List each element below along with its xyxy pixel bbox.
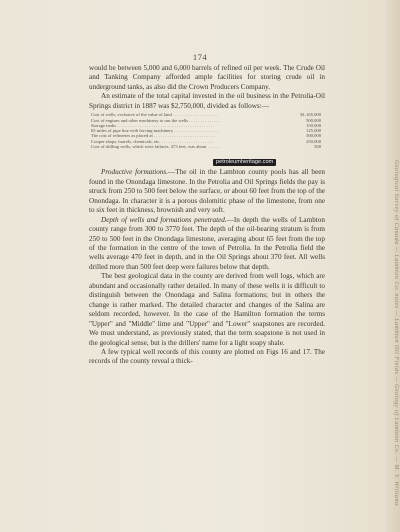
table-row: Cost of drilling wells, which were failures, 473 feet, was about . . . . . . 500 xyxy=(91,144,321,150)
page-body xyxy=(89,64,325,367)
table-row: Storage tanks . . . . . . . . . . . . . . . . . . . . . . . . . . . . . . . . . . . . . . . . . . 150,000 xyxy=(91,122,321,128)
table-row: Cooper shops, barrels, chemicals, etc. . . . . . . . . . . . . . . . . . . . . . . . 250,000 xyxy=(91,138,321,144)
paragraph-well-records: A few typical well records of this county are plotted on Figs 16 and 17. The records of the county reveal a thick- xyxy=(89,347,325,366)
table-row: Cost of wells, exclusive of the value of land . . . . . . . . . . . . . . . . . . . . $1,165,000 xyxy=(91,112,321,118)
section-heading: Productive formations. xyxy=(101,168,169,177)
capital-investment-table xyxy=(91,112,321,149)
watermark-label: petroleumheritage.com xyxy=(213,159,276,166)
table-row: The cost of refineries as placed at . . . . . . . . . . . . . . . . . . . . . . . . . . . 500,000 xyxy=(91,133,321,139)
page-number: 174 xyxy=(192,52,208,62)
section-heading: Depth of wells and formations penetrated. xyxy=(101,215,227,224)
paragraph-depth-of-wells: Depth of wells and formations penetrated.—In depth the wells of Lambton county range from 300 to 3770 feet. The depth of the oil-bearing stratum is from 250 to 500 feet in the Onondaga limestone, averaging about 65 feet from the top of the formation in the centre of the town of Petrolia. In the Petrolia field the wells average 470 feet in depth, and in the Oil Springs about 370 feet. All wells drilled more than 500 feet deep were failures below that depth. xyxy=(89,215,325,271)
paragraph-productive-formations: Productive formations.—The oil in the Lambton county pools has all been found in the Onondaga limestone. In the Petrolia and Oil Springs fields the pay is struck from 250 to 500 feet below the surface, or about 60 feet from the top of the Onondaga. In character it is a porous dolomitic phase of the limestone, from one to six feet in thickness, brownish and very soft. xyxy=(89,168,325,215)
paragraph-geological-data: The best geological data in the county are derived from well logs, which are abundant and occasionally rather detailed. In many of these wells it is difficult to distinguish between the Onondaga and Salina formations; but in others the change is rather marked. The detailed character and changes of the Salina are seldom recorded, however. In the case of the Hamilton formation the terms "Upper" and "Middle" lime and "Upper" and "Lower" soapstones are recorded. We must understand, as previously stated, that the term soapstone is not used in the geological sense, but is the drillers' name for a light soapy shale. xyxy=(89,272,325,347)
margin-handwritten-note: Geological Survey of Canada — Lambton Co. notes — Lambton Oil Fields — Geology of Lambton Co. — M. Y. Williams xyxy=(393,160,399,507)
table-row: 65 miles of pipe line with forcing machinery . . . . . . . . . . . . . . . . . . . . 125,000 xyxy=(91,128,321,134)
paragraph-1: would be between 5,000 and 6,000 barrels of refined oil per week. The Crude Oil and Tanking Company afforded ample facilities for storing crude oil in underground tanks, as also did the Crown Producers Company. xyxy=(89,64,325,91)
table-row: Cost of engines and other machinery to run the wells . . . . . . . . . . . . . . 500,000 xyxy=(91,117,321,123)
paragraph-2: An estimate of the total capital invested in the oil business in the Petrolia-Oil Springs district in 1887 was $2,750,000, divided as follows:— xyxy=(89,92,325,110)
